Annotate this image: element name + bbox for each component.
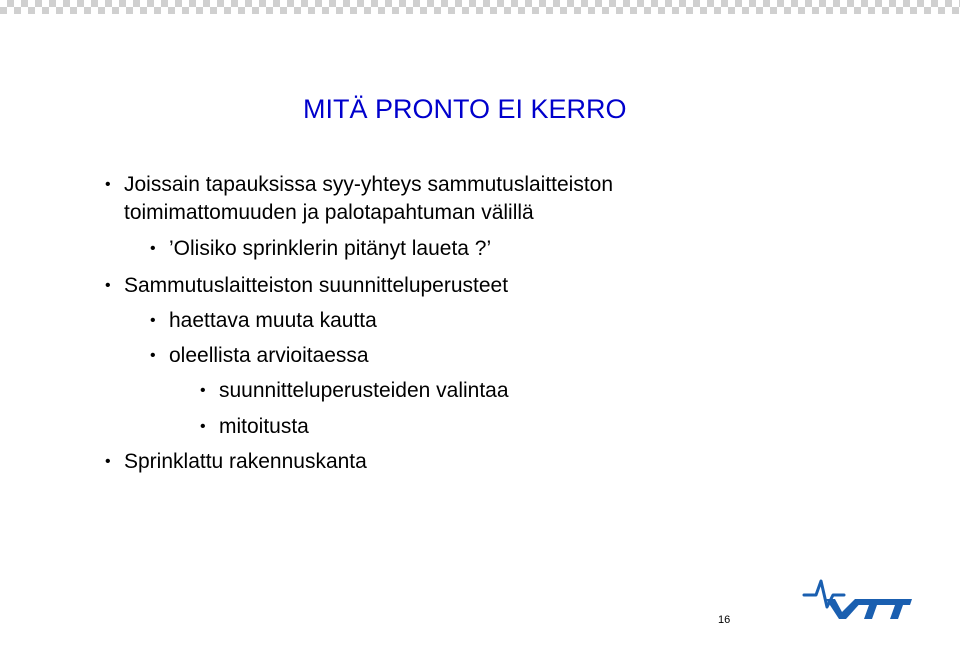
bullet-text: Joissain tapauksissa syy-yhteys sammutuslaitteiston — [124, 173, 614, 196]
sub-bullet-item — [150, 307, 377, 335]
bullet-icon: • — [105, 453, 111, 470]
bullet-text: toimimattomuuden ja palotapahtuman välillä — [124, 201, 534, 224]
bullet-text: mitoitusta — [219, 415, 309, 438]
sub-bullet-item — [150, 235, 492, 263]
bullet-text: Sammutuslaitteiston suunnitteluperusteet — [124, 274, 509, 297]
bullet-text: suunnitteluperusteiden valintaa — [219, 379, 509, 402]
bullet-icon: • — [200, 382, 206, 399]
bullet-icon: • — [150, 312, 156, 329]
bullet-icon: • — [105, 176, 111, 193]
page-number: 16 — [718, 614, 731, 626]
sub-sub-bullet-item — [200, 413, 309, 441]
bullet-item — [105, 448, 367, 476]
slide-title: MITÄ PRONTO EI KERRO — [303, 94, 627, 124]
bullet-item-continuation — [124, 199, 534, 227]
bullet-icon: • — [105, 277, 111, 294]
bullet-icon: • — [200, 418, 206, 435]
logo-letter-t1 — [856, 599, 886, 619]
bullet-text: haettava muuta kautta — [169, 309, 377, 332]
bullet-item — [105, 171, 614, 199]
bullet-item — [105, 272, 509, 300]
logo-pulse-line — [804, 581, 844, 607]
bullet-text: oleellista arvioitaessa — [169, 344, 369, 367]
sub-bullet-item — [150, 342, 369, 370]
vtt-logo-icon — [802, 575, 914, 620]
bullet-icon: • — [150, 347, 156, 364]
sub-sub-bullet-item — [200, 377, 509, 405]
bullet-text: ’Olisiko sprinklerin pitänyt laueta ?’ — [169, 237, 492, 260]
top-decorative-border — [0, 0, 960, 14]
bullet-text: Sprinklattu rakennuskanta — [124, 450, 367, 473]
logo-letter-t2 — [882, 599, 912, 619]
bullet-icon: • — [150, 240, 156, 257]
